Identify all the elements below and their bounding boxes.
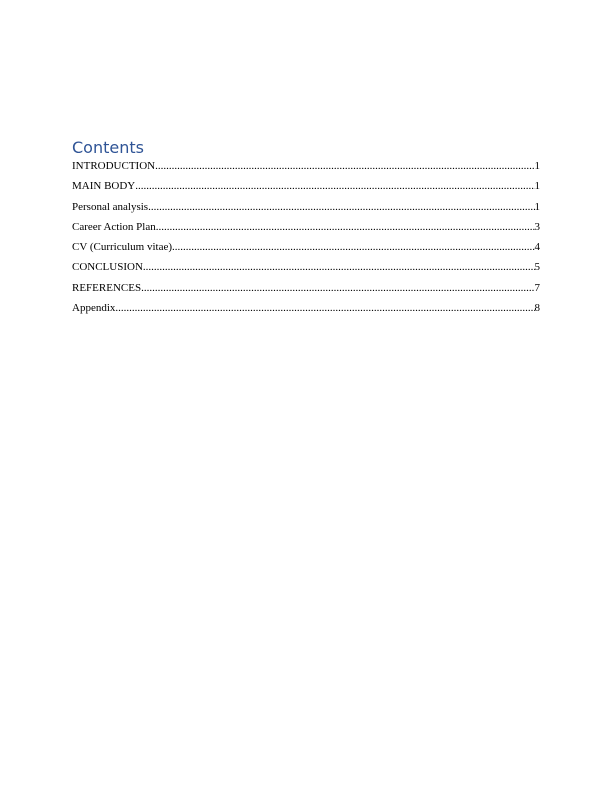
toc-entry-personal-analysis[interactable] <box>72 200 540 220</box>
toc-entry-references[interactable] <box>72 281 540 301</box>
toc-leader-dots <box>172 240 535 254</box>
toc-leader-dots <box>135 179 534 193</box>
toc-entry-label: INTRODUCTION <box>72 160 156 172</box>
toc-leader-dots <box>141 281 534 295</box>
toc-entry-conclusion[interactable] <box>72 260 540 280</box>
toc-entry-introduction[interactable] <box>72 159 540 179</box>
toc-list <box>72 159 540 321</box>
toc-entry-label: MAIN BODY <box>72 180 136 193</box>
toc-entry-page: 1 <box>534 200 540 213</box>
table-of-contents <box>72 138 540 321</box>
toc-leader-dots <box>115 301 534 315</box>
toc-title: Contents <box>72 138 144 157</box>
toc-entry-cv[interactable] <box>72 240 540 260</box>
toc-entry-label: Appendix <box>72 302 116 315</box>
toc-entry-page: 1 <box>534 180 540 193</box>
toc-entry-label: CV (Curriculum vitae) <box>72 241 172 254</box>
toc-leader-dots <box>143 260 535 274</box>
toc-entry-page: 4 <box>534 241 540 254</box>
toc-leader-dots <box>148 200 534 214</box>
toc-entry-page: 3 <box>534 220 540 233</box>
toc-entry-label: Career Action Plan <box>72 220 156 233</box>
toc-entry-page: 7 <box>534 281 540 294</box>
toc-entry-appendix[interactable] <box>72 301 540 321</box>
toc-entry-page: 8 <box>534 302 540 315</box>
toc-entry-career-action-plan[interactable] <box>72 220 540 240</box>
toc-entry-main-body[interactable] <box>72 179 540 199</box>
toc-entry-label: CONCLUSION <box>72 261 143 274</box>
toc-entry-label: REFERENCES <box>72 281 142 294</box>
toc-entry-label: Personal analysis <box>72 200 149 213</box>
toc-leader-dots <box>155 159 534 173</box>
toc-leader-dots <box>156 220 535 234</box>
toc-entry-page: 5 <box>534 261 540 274</box>
toc-entry-page: 1 <box>534 160 540 172</box>
